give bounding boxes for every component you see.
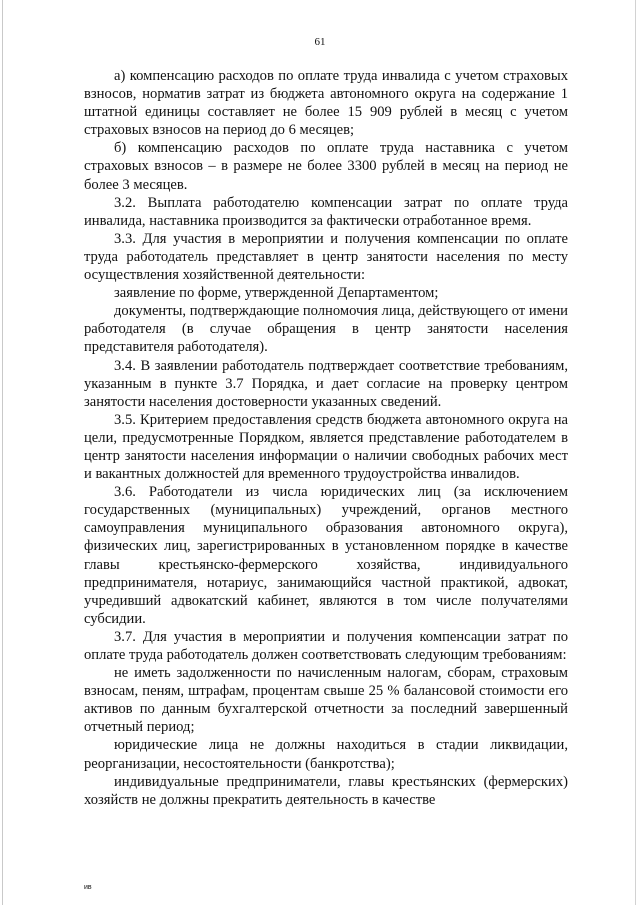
paragraph-3-1-b: б) компенсацию расходов по оплате труда наставника с учетом страховых взносов – в размере не более 3300 рублей в месяц на период не более 3 месяцев. [84, 140, 568, 193]
paragraph-3-7-item-1: не иметь задолженности по начисленным налогам, сборам, страховым взносам, пеням, штрафам, процентам свыше 25 % балансовой стоимости его активов по данным бухгалтерской отчетности за последний завершенный отчетный период; [84, 665, 568, 736]
paragraph-3-4: 3.4. В заявлении работодатель подтверждает соответствие требованиям, указанным в пункте 3.7 Порядка, и дает согласие на проверку центром занятости населения достоверности указанных сведений. [84, 357, 568, 410]
paragraph-3-6: 3.6. Работодатели из числа юридических лиц (за исключением государственных (муниципальных) учреждений, органов местного самоуправления муниципального образования автономного округа), физических лиц, зарегистрированных в установленном порядке в качестве главы крестьянско-фермерского хозяйства, индивидуального предпринимателя, нотариус, занимающийся частной практикой, адвокат, учредивший адвокатский кабинет, являются в том числе получателями субсидии. [84, 484, 568, 627]
paragraph-3-7-item-3: индивидуальные предприниматели, главы крестьянских (фермерских) хозяйств не должны прекратить деятельность в качестве [84, 773, 568, 808]
paragraph-3-1-a: а) компенсацию расходов по оплате труда инвалида с учетом страховых взносов, норматив затрат из бюджета автономного округа на содержание 1 штатной единицы составляет не более 15 909 рублей в месяц с учетом страховых взносов на период до 6 месяцев; [84, 68, 568, 139]
scan-edge-right [635, 0, 636, 905]
paragraph-3-2: 3.2. Выплата работодателю компенсации затрат по оплате труда инвалида, наставника производится за фактически отработанное время. [84, 194, 568, 229]
page-number: 61 [314, 36, 326, 48]
paragraph-3-5: 3.5. Критерием предоставления средств бюджета автономного округа на цели, предусмотренные Порядком, является представление работодателем в центр занятости населения информации о наличии свободных рабочих мест и вакантных должностей для временного трудоустройства инвалидов. [84, 411, 568, 483]
footer-mark: ив [84, 884, 92, 891]
paragraph-3-3-item-2: документы, подтверждающие полномочия лица, действующего от имени работодателя (в случае обращения в центр занятости населения представителя работодателя). [84, 303, 568, 356]
paragraph-3-3-item-1: заявление по форме, утвержденной Департаментом; [114, 285, 439, 302]
document-body [84, 67, 568, 809]
paragraph-3-7: 3.7. Для участия в мероприятии и получения компенсации затрат по оплате труда работодатель должен соответствовать следующим требованиям: [84, 628, 568, 663]
paragraph-3-3: 3.3. Для участия в мероприятии и получения компенсации по оплате труда работодатель представляет в центр занятости населения по месту осуществления хозяйственной деятельности: [84, 230, 568, 284]
paragraph-3-7-item-2: юридические лица не должны находиться в стадии ликвидации, реорганизации, несостоятельности (банкротства); [84, 737, 568, 772]
scan-edge-left [2, 0, 3, 905]
